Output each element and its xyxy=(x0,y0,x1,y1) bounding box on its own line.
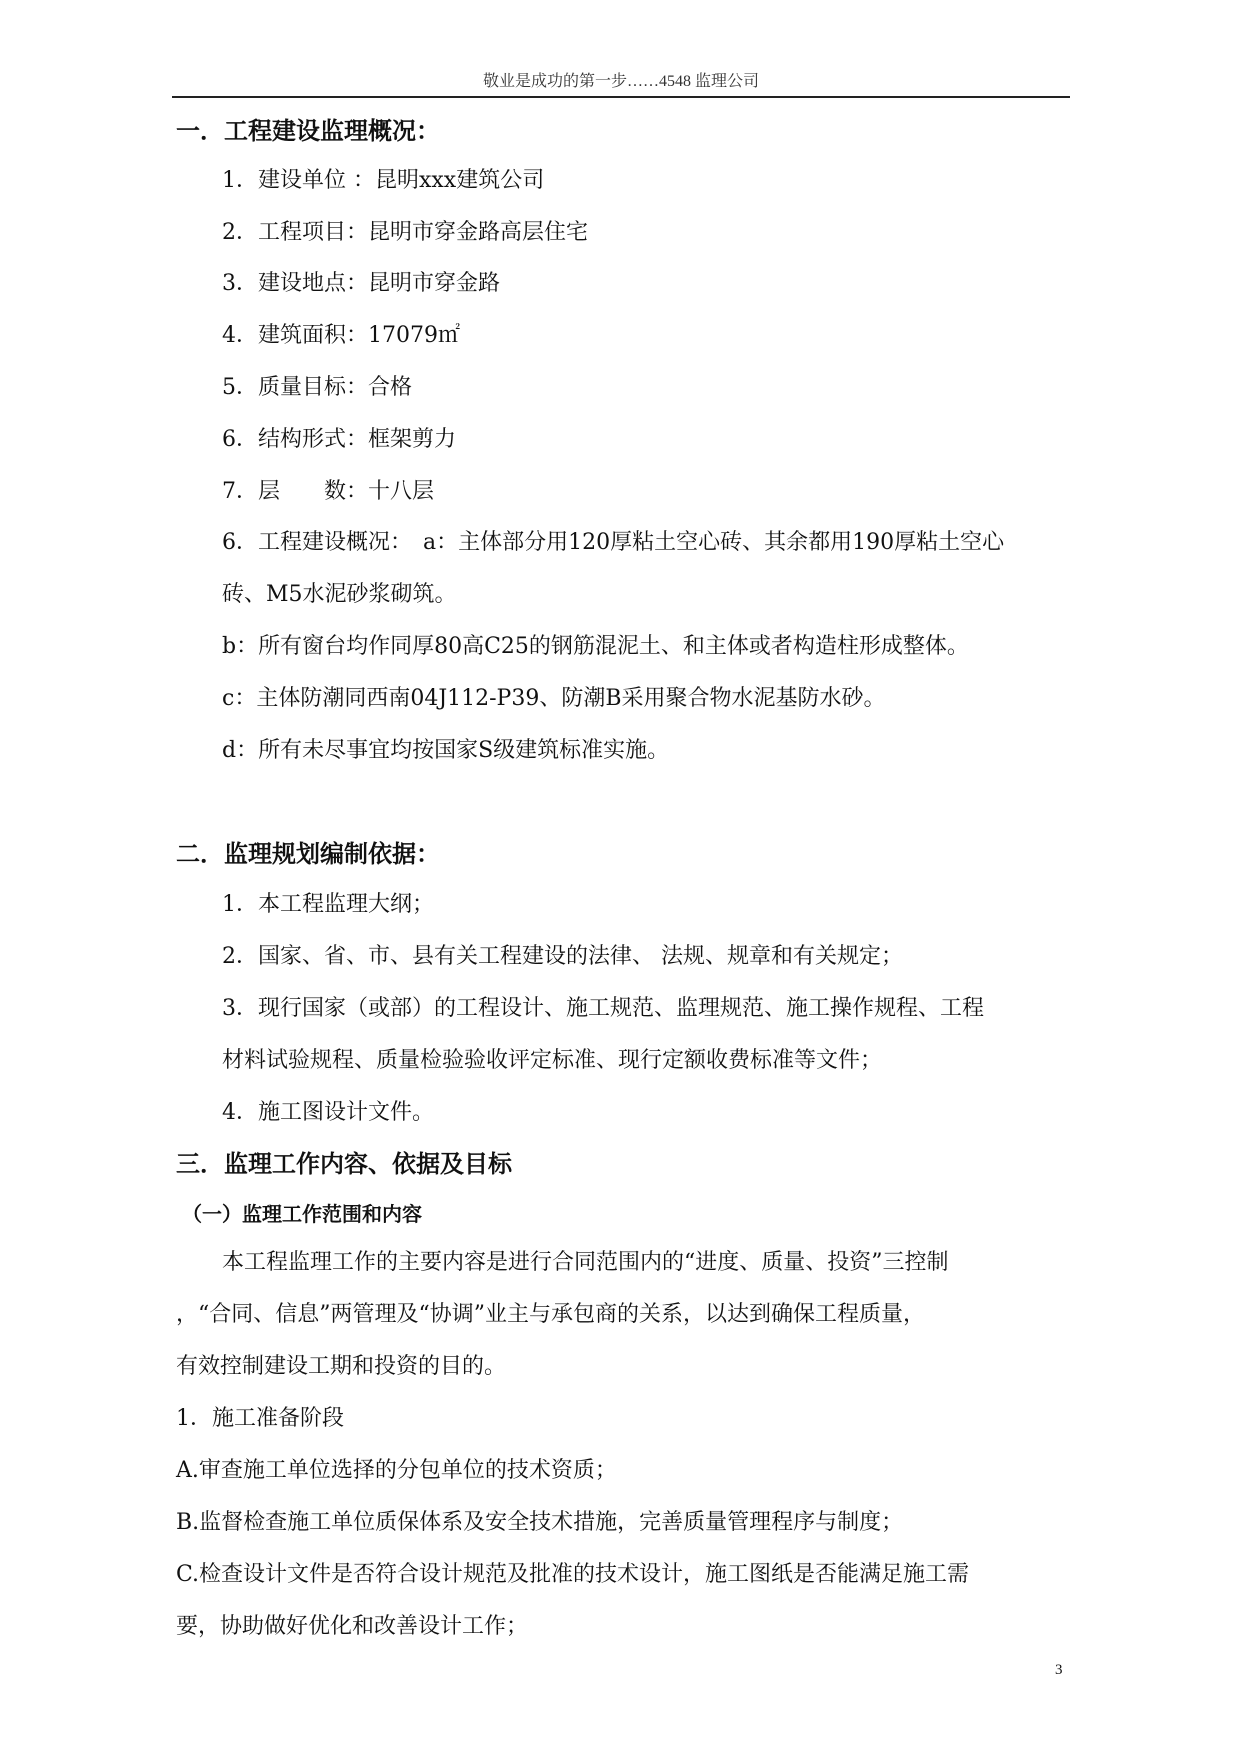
section-1-title: 一．工程建设监理概况： xyxy=(176,117,440,145)
overview-line: 6．工程建设概况： a：主体部分用120厚粘土空心砖、其余都用190厚粘土空心 xyxy=(222,530,1005,555)
stage-title: 1．施工准备阶段 xyxy=(176,1406,344,1431)
section-1-item: 3．建设地点：昆明市穿金路 xyxy=(222,271,500,296)
section-1-item: 6．结构形式：框架剪力 xyxy=(222,427,456,452)
section-2-item: 材料试验规程、质量检验验收评定标准、现行定额收费标准等文件； xyxy=(222,1048,883,1073)
section-2-item: 3．现行国家（或部）的工程设计、施工规范、监理规范、施工操作规程、工程 xyxy=(222,996,984,1021)
stage-item: C.检查设计文件是否符合设计规范及批准的技术设计，施工图纸是否能满足施工需 xyxy=(176,1562,970,1587)
section-1-item: 5．质量目标：合格 xyxy=(222,375,412,400)
scope-paragraph-line: 本工程监理工作的主要内容是进行合同范围内的“进度、质量、投资”三控制 xyxy=(222,1250,949,1275)
header-rule xyxy=(172,96,1070,98)
stage-item: B.监督检查施工单位质保体系及安全技术措施，完善质量管理程序与制度； xyxy=(176,1510,904,1535)
scope-paragraph-line: 有效控制建设工期和投资的目的。 xyxy=(176,1354,507,1379)
overview-line: c：主体防潮同西南04J112-P39、防潮B采用聚合物水泥基防水砂。 xyxy=(222,686,886,711)
section-1-item: 2．工程项目：昆明市穿金路高层住宅 xyxy=(222,220,588,245)
section-2-item: 2．国家、省、市、县有关工程建设的法律、 法规、规章和有关规定； xyxy=(222,944,903,969)
section-1-item: 7．层 数：十八层 xyxy=(222,479,434,504)
section-3-subtitle: （一）监理工作范围和内容 xyxy=(182,1202,422,1226)
overview-line: b：所有窗台均作同厚80高C25的钢筋混泥土、和主体或者构造柱形成整体。 xyxy=(222,634,969,659)
section-3-title: 三．监理工作内容、依据及目标 xyxy=(176,1150,512,1178)
section-1-item: 4．建筑面积：17079㎡ xyxy=(222,323,460,348)
overview-line: 砖、M5水泥砂浆砌筑。 xyxy=(222,582,457,607)
stage-item: A.审查施工单位选择的分包单位的技术资质； xyxy=(176,1458,617,1483)
page-number: 3 xyxy=(1055,1662,1063,1678)
section-2-item: 1．本工程监理大纲； xyxy=(222,892,434,917)
section-1-item: 1．建设单位 ：昆明xxx建筑公司 xyxy=(222,168,545,193)
scope-paragraph-line: ，“合同、信息”两管理及“协调”业主与承包商的关系，以达到确保工程质量， xyxy=(176,1302,925,1327)
section-2-title: 二．监理规划编制依据： xyxy=(176,840,440,868)
stage-item: 要，协助做好优化和改善设计工作； xyxy=(176,1614,529,1639)
page-header: 敬业是成功的第一步……4548 监理公司 xyxy=(482,73,759,90)
overview-line: d：所有未尽事宜均按国家S级建筑标准实施。 xyxy=(222,738,670,763)
section-2-item: 4．施工图设计文件。 xyxy=(222,1100,434,1125)
